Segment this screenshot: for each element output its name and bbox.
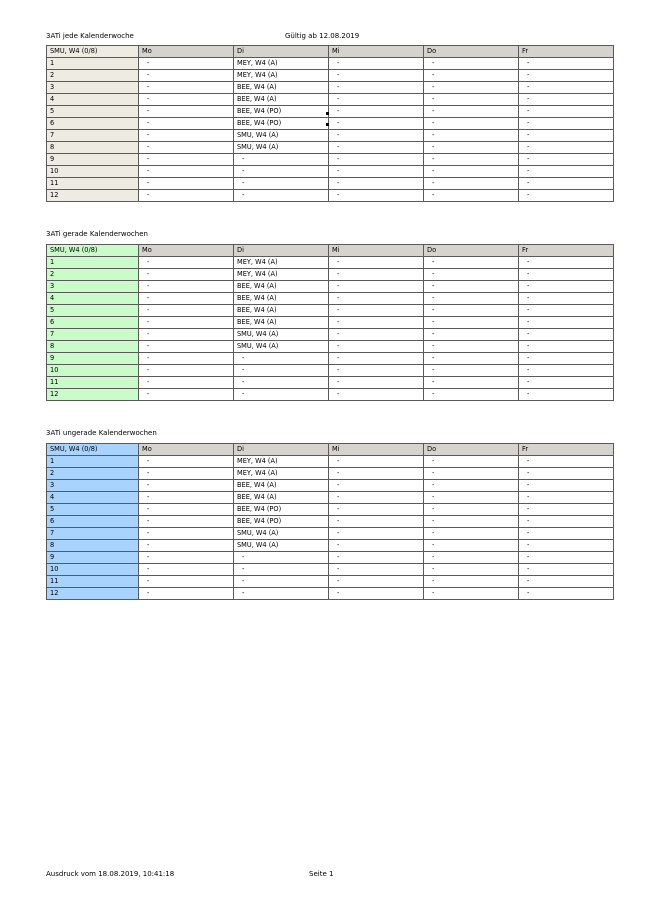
lesson-cell: -	[139, 106, 234, 118]
table-row	[47, 118, 614, 130]
lesson-cell: -	[519, 82, 614, 94]
day-header: Fr	[519, 245, 614, 257]
period-number: 1	[47, 58, 139, 70]
lesson-cell: -	[329, 166, 424, 178]
lesson-cell: -	[519, 576, 614, 588]
lesson-cell: -	[139, 341, 234, 353]
period-number: 11	[47, 377, 139, 389]
table-row	[47, 377, 614, 389]
day-header: Fr	[519, 46, 614, 58]
lesson-cell: -	[519, 94, 614, 106]
lesson-cell: -	[139, 178, 234, 190]
lesson-cell: -	[234, 178, 329, 190]
lesson-cell: MEY, W4 (A)	[234, 257, 329, 269]
lesson-cell: -	[139, 504, 234, 516]
lesson-cell: -	[329, 82, 424, 94]
class-teacher-cell: SMU, W4 (0/8)	[47, 46, 139, 58]
lesson-cell: -	[424, 142, 519, 154]
lesson-cell: -	[329, 576, 424, 588]
lesson-cell: -	[329, 70, 424, 82]
day-header: Fr	[519, 444, 614, 456]
day-header: Mi	[329, 444, 424, 456]
lesson-cell: -	[424, 118, 519, 130]
table-row	[47, 281, 614, 293]
period-number: 12	[47, 588, 139, 600]
table-row	[47, 130, 614, 142]
table-row	[47, 293, 614, 305]
lesson-cell: -	[234, 365, 329, 377]
timetable-every-week	[46, 45, 614, 202]
lesson-cell: -	[519, 178, 614, 190]
lesson-cell: -	[329, 130, 424, 142]
lesson-cell: -	[519, 492, 614, 504]
lesson-cell: -	[519, 142, 614, 154]
lesson-cell: -	[139, 58, 234, 70]
lesson-cell: -	[234, 190, 329, 202]
lesson-cell: -	[519, 281, 614, 293]
period-number: 7	[47, 528, 139, 540]
lesson-cell: -	[329, 516, 424, 528]
lesson-cell: -	[329, 178, 424, 190]
lesson-cell: -	[329, 293, 424, 305]
lesson-cell: SMU, W4 (A)	[234, 130, 329, 142]
period-number: 8	[47, 142, 139, 154]
lesson-cell: -	[519, 341, 614, 353]
lesson-cell: MEY, W4 (A)	[234, 468, 329, 480]
lesson-cell: -	[139, 389, 234, 401]
lesson-cell: -	[329, 468, 424, 480]
lesson-cell: -	[329, 480, 424, 492]
lesson-cell: BEE, W4 (A)	[234, 480, 329, 492]
lesson-cell: -	[139, 190, 234, 202]
lesson-cell: -	[424, 456, 519, 468]
day-header: Di	[234, 444, 329, 456]
lesson-cell: MEY, W4 (A)	[234, 456, 329, 468]
period-number: 1	[47, 456, 139, 468]
lesson-cell: -	[139, 365, 234, 377]
table-row	[47, 178, 614, 190]
lesson-cell: -	[139, 293, 234, 305]
timetable-odd-weeks	[46, 443, 614, 600]
lesson-cell: -	[519, 389, 614, 401]
table-row	[47, 58, 614, 70]
lesson-cell: -	[519, 317, 614, 329]
period-number: 6	[47, 516, 139, 528]
lesson-cell: -	[329, 353, 424, 365]
lesson-cell: -	[329, 305, 424, 317]
lesson-cell: SMU, W4 (A)	[234, 528, 329, 540]
lesson-cell: BEE, W4 (PO)	[234, 118, 329, 130]
lesson-cell: -	[329, 257, 424, 269]
day-header: Di	[234, 245, 329, 257]
lesson-cell: -	[519, 504, 614, 516]
period-number: 5	[47, 106, 139, 118]
lesson-cell: -	[139, 540, 234, 552]
period-number: 9	[47, 353, 139, 365]
lesson-cell: BEE, W4 (A)	[234, 492, 329, 504]
valid-from: Gültig ab 12.08.2019	[285, 32, 360, 40]
lesson-cell: BEE, W4 (A)	[234, 305, 329, 317]
lesson-cell: BEE, W4 (A)	[234, 82, 329, 94]
header-row	[47, 444, 614, 456]
lesson-cell: -	[234, 576, 329, 588]
table-row	[47, 70, 614, 82]
table-row	[47, 528, 614, 540]
period-number: 4	[47, 492, 139, 504]
period-number: 11	[47, 576, 139, 588]
period-number: 10	[47, 365, 139, 377]
selection-marker	[326, 112, 329, 115]
lesson-cell: -	[329, 377, 424, 389]
day-header: Do	[424, 46, 519, 58]
selection-marker	[326, 123, 329, 126]
lesson-cell: -	[424, 190, 519, 202]
table-row	[47, 564, 614, 576]
lesson-cell: -	[519, 456, 614, 468]
lesson-cell: -	[139, 528, 234, 540]
lesson-cell: -	[139, 468, 234, 480]
lesson-cell: -	[424, 106, 519, 118]
lesson-cell: -	[519, 564, 614, 576]
lesson-cell: -	[139, 480, 234, 492]
period-number: 11	[47, 178, 139, 190]
lesson-cell: -	[424, 293, 519, 305]
lesson-cell: -	[519, 468, 614, 480]
lesson-cell: -	[519, 166, 614, 178]
lesson-cell: -	[234, 353, 329, 365]
lesson-cell: -	[519, 293, 614, 305]
lesson-cell: -	[519, 269, 614, 281]
lesson-cell: -	[519, 528, 614, 540]
period-number: 4	[47, 293, 139, 305]
lesson-cell: -	[139, 516, 234, 528]
lesson-cell: -	[424, 516, 519, 528]
lesson-cell: -	[424, 588, 519, 600]
table-title: 3ATi ungerade Kalenderwochen	[46, 429, 157, 437]
class-teacher-cell: SMU, W4 (0/8)	[47, 444, 139, 456]
lesson-cell: -	[139, 564, 234, 576]
period-number: 9	[47, 154, 139, 166]
lesson-cell: -	[139, 154, 234, 166]
lesson-cell: -	[424, 341, 519, 353]
table-row	[47, 540, 614, 552]
lesson-cell: -	[424, 305, 519, 317]
class-teacher-cell: SMU, W4 (0/8)	[47, 245, 139, 257]
lesson-cell: -	[329, 365, 424, 377]
lesson-cell: -	[329, 504, 424, 516]
period-number: 8	[47, 341, 139, 353]
lesson-cell: BEE, W4 (PO)	[234, 106, 329, 118]
lesson-cell: -	[424, 389, 519, 401]
lesson-cell: -	[424, 70, 519, 82]
period-number: 7	[47, 329, 139, 341]
lesson-cell: -	[424, 353, 519, 365]
lesson-cell: -	[424, 504, 519, 516]
period-number: 3	[47, 480, 139, 492]
lesson-cell: -	[234, 377, 329, 389]
lesson-cell: SMU, W4 (A)	[234, 341, 329, 353]
lesson-cell: -	[234, 389, 329, 401]
lesson-cell: -	[139, 353, 234, 365]
lesson-cell: -	[424, 377, 519, 389]
period-number: 10	[47, 564, 139, 576]
period-number: 2	[47, 468, 139, 480]
lesson-cell: -	[139, 588, 234, 600]
lesson-cell: -	[519, 190, 614, 202]
lesson-cell: -	[329, 106, 424, 118]
period-number: 12	[47, 190, 139, 202]
period-number: 4	[47, 94, 139, 106]
table-row	[47, 341, 614, 353]
lesson-cell: BEE, W4 (A)	[234, 94, 329, 106]
lesson-cell: -	[519, 58, 614, 70]
period-number: 7	[47, 130, 139, 142]
lesson-cell: -	[519, 118, 614, 130]
lesson-cell: -	[424, 281, 519, 293]
period-number: 9	[47, 552, 139, 564]
lesson-cell: -	[519, 257, 614, 269]
table-row	[47, 389, 614, 401]
table-row	[47, 492, 614, 504]
table-row	[47, 154, 614, 166]
lesson-cell: -	[519, 106, 614, 118]
table-row	[47, 516, 614, 528]
page-number: Seite 1	[309, 870, 334, 878]
lesson-cell: MEY, W4 (A)	[234, 58, 329, 70]
table-row	[47, 468, 614, 480]
lesson-cell: -	[139, 576, 234, 588]
lesson-cell: -	[519, 516, 614, 528]
lesson-cell: -	[329, 94, 424, 106]
table-row	[47, 106, 614, 118]
table-row	[47, 588, 614, 600]
lesson-cell: -	[519, 480, 614, 492]
lesson-cell: -	[139, 269, 234, 281]
lesson-cell: BEE, W4 (A)	[234, 281, 329, 293]
lesson-cell: -	[329, 552, 424, 564]
lesson-cell: -	[329, 58, 424, 70]
lesson-cell: -	[329, 190, 424, 202]
lesson-cell: -	[519, 305, 614, 317]
lesson-cell: -	[329, 269, 424, 281]
day-header: Mo	[139, 245, 234, 257]
lesson-cell: -	[519, 540, 614, 552]
period-number: 2	[47, 70, 139, 82]
period-number: 3	[47, 82, 139, 94]
lesson-cell: -	[424, 492, 519, 504]
lesson-cell: -	[139, 305, 234, 317]
day-header: Mi	[329, 245, 424, 257]
lesson-cell: -	[329, 540, 424, 552]
table-row	[47, 576, 614, 588]
lesson-cell: -	[234, 166, 329, 178]
day-header: Mo	[139, 46, 234, 58]
lesson-cell: -	[329, 118, 424, 130]
lesson-cell: -	[519, 70, 614, 82]
header-row	[47, 46, 614, 58]
lesson-cell: -	[139, 70, 234, 82]
lesson-cell: SMU, W4 (A)	[234, 329, 329, 341]
lesson-cell: -	[329, 389, 424, 401]
lesson-cell: BEE, W4 (A)	[234, 293, 329, 305]
lesson-cell: MEY, W4 (A)	[234, 269, 329, 281]
period-number: 8	[47, 540, 139, 552]
lesson-cell: -	[139, 166, 234, 178]
lesson-cell: -	[424, 576, 519, 588]
table-row	[47, 82, 614, 94]
table-row	[47, 257, 614, 269]
lesson-cell: SMU, W4 (A)	[234, 540, 329, 552]
timetable-even-weeks	[46, 244, 614, 401]
lesson-cell: -	[329, 281, 424, 293]
lesson-cell: -	[139, 552, 234, 564]
lesson-cell: -	[234, 588, 329, 600]
lesson-cell: -	[139, 377, 234, 389]
period-number: 12	[47, 389, 139, 401]
lesson-cell: -	[329, 492, 424, 504]
lesson-cell: -	[139, 257, 234, 269]
period-number: 3	[47, 281, 139, 293]
table-row	[47, 456, 614, 468]
table-row	[47, 166, 614, 178]
lesson-cell: -	[139, 142, 234, 154]
print-timestamp: Ausdruck vom 18.08.2019, 10:41:18	[46, 870, 175, 878]
day-header: Mi	[329, 46, 424, 58]
header-row	[47, 245, 614, 257]
lesson-cell: -	[424, 178, 519, 190]
lesson-cell: -	[329, 154, 424, 166]
period-number: 5	[47, 305, 139, 317]
lesson-cell: -	[139, 329, 234, 341]
lesson-cell: -	[139, 456, 234, 468]
lesson-cell: -	[139, 118, 234, 130]
lesson-cell: -	[329, 317, 424, 329]
table-row	[47, 269, 614, 281]
table-row	[47, 365, 614, 377]
lesson-cell: -	[519, 353, 614, 365]
period-number: 10	[47, 166, 139, 178]
table-row	[47, 552, 614, 564]
lesson-cell: MEY, W4 (A)	[234, 70, 329, 82]
lesson-cell: -	[519, 154, 614, 166]
lesson-cell: -	[424, 58, 519, 70]
lesson-cell: -	[424, 480, 519, 492]
day-header: Mo	[139, 444, 234, 456]
table-row	[47, 353, 614, 365]
lesson-cell: -	[234, 552, 329, 564]
lesson-cell: -	[424, 552, 519, 564]
lesson-cell: -	[424, 528, 519, 540]
lesson-cell: -	[139, 492, 234, 504]
lesson-cell: SMU, W4 (A)	[234, 142, 329, 154]
table-title: 3ATi gerade Kalenderwochen	[46, 230, 148, 238]
lesson-cell: -	[424, 154, 519, 166]
lesson-cell: -	[424, 166, 519, 178]
lesson-cell: -	[519, 365, 614, 377]
lesson-cell: -	[139, 130, 234, 142]
lesson-cell: -	[329, 341, 424, 353]
lesson-cell: -	[519, 329, 614, 341]
lesson-cell: BEE, W4 (PO)	[234, 516, 329, 528]
lesson-cell: -	[424, 94, 519, 106]
table-row	[47, 504, 614, 516]
lesson-cell: -	[424, 468, 519, 480]
lesson-cell: -	[424, 365, 519, 377]
table-row	[47, 142, 614, 154]
lesson-cell: -	[329, 142, 424, 154]
day-header: Do	[424, 245, 519, 257]
lesson-cell: -	[519, 377, 614, 389]
lesson-cell: -	[424, 540, 519, 552]
lesson-cell: -	[424, 564, 519, 576]
lesson-cell: -	[519, 588, 614, 600]
lesson-cell: -	[424, 130, 519, 142]
lesson-cell: -	[424, 317, 519, 329]
table-row	[47, 94, 614, 106]
table-row	[47, 190, 614, 202]
day-header: Do	[424, 444, 519, 456]
lesson-cell: -	[139, 281, 234, 293]
table-row	[47, 480, 614, 492]
lesson-cell: BEE, W4 (A)	[234, 317, 329, 329]
lesson-cell: -	[329, 564, 424, 576]
lesson-cell: -	[329, 588, 424, 600]
period-number: 6	[47, 317, 139, 329]
period-number: 1	[47, 257, 139, 269]
lesson-cell: -	[329, 329, 424, 341]
lesson-cell: -	[139, 82, 234, 94]
lesson-cell: -	[329, 528, 424, 540]
lesson-cell: -	[424, 329, 519, 341]
table-row	[47, 305, 614, 317]
lesson-cell: -	[424, 82, 519, 94]
lesson-cell: -	[424, 269, 519, 281]
lesson-cell: BEE, W4 (PO)	[234, 504, 329, 516]
period-number: 6	[47, 118, 139, 130]
lesson-cell: -	[519, 552, 614, 564]
lesson-cell: -	[139, 317, 234, 329]
table-row	[47, 317, 614, 329]
period-number: 5	[47, 504, 139, 516]
table-title: 3ATi jede Kalenderwoche	[46, 32, 134, 40]
day-header: Di	[234, 46, 329, 58]
period-number: 2	[47, 269, 139, 281]
table-row	[47, 329, 614, 341]
lesson-cell: -	[329, 456, 424, 468]
lesson-cell: -	[234, 154, 329, 166]
lesson-cell: -	[519, 130, 614, 142]
lesson-cell: -	[424, 257, 519, 269]
lesson-cell: -	[139, 94, 234, 106]
lesson-cell: -	[234, 564, 329, 576]
